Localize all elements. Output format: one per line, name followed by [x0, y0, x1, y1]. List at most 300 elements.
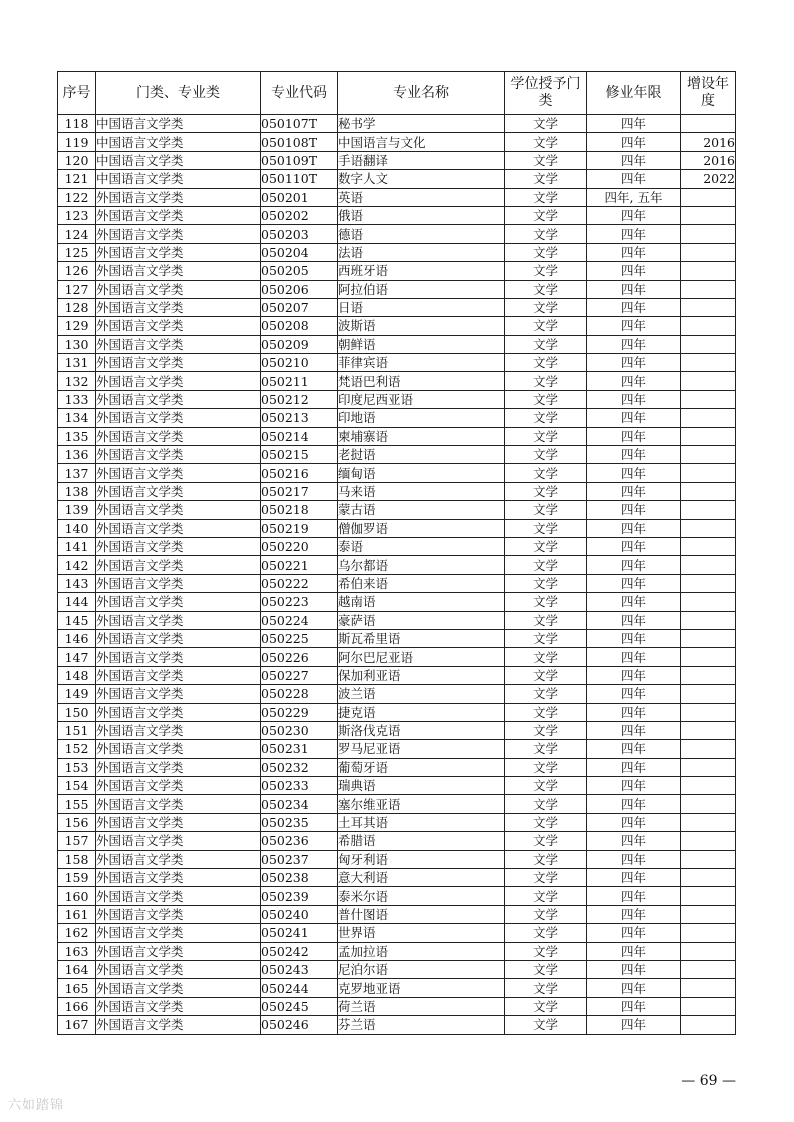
table-row	[58, 942, 736, 960]
cell-category: 外国语言文学类	[96, 262, 261, 280]
cell-index: 155	[58, 795, 96, 813]
cell-name: 手语翻译	[338, 151, 505, 169]
cell-years: 四年	[587, 593, 681, 611]
table-row	[58, 427, 736, 445]
cell-name: 印地语	[338, 409, 505, 427]
cell-code: 050243	[261, 960, 338, 978]
cell-index: 144	[58, 593, 96, 611]
table-row	[58, 850, 736, 868]
cell-years: 四年	[587, 777, 681, 795]
table-row	[58, 795, 736, 813]
cell-index: 143	[58, 574, 96, 592]
cell-code: 050213	[261, 409, 338, 427]
table-row	[58, 997, 736, 1015]
cell-added	[681, 1016, 736, 1034]
table-row	[58, 721, 736, 739]
cell-code: 050220	[261, 537, 338, 555]
cell-added: 2022	[681, 170, 736, 188]
cell-code: 050245	[261, 997, 338, 1015]
cell-category: 外国语言文学类	[96, 685, 261, 703]
cell-name: 老挝语	[338, 446, 505, 464]
cell-years: 四年	[587, 464, 681, 482]
cell-years: 四年	[587, 206, 681, 224]
cell-name: 数字人文	[338, 170, 505, 188]
cell-name: 普什图语	[338, 905, 505, 923]
cell-added	[681, 666, 736, 684]
cell-years: 四年, 五年	[587, 188, 681, 206]
header-added: 增设年度	[681, 72, 736, 115]
cell-index: 127	[58, 280, 96, 298]
cell-added	[681, 869, 736, 887]
cell-added	[681, 354, 736, 372]
cell-index: 136	[58, 446, 96, 464]
cell-name: 僧伽罗语	[338, 519, 505, 537]
cell-name: 梵语巴利语	[338, 372, 505, 390]
cell-name: 斯瓦希里语	[338, 629, 505, 647]
cell-code: 050109T	[261, 151, 338, 169]
cell-index: 163	[58, 942, 96, 960]
cell-years: 四年	[587, 243, 681, 261]
cell-category: 外国语言文学类	[96, 501, 261, 519]
cell-added	[681, 206, 736, 224]
watermark: 六如踏锦	[8, 1098, 65, 1113]
cell-code: 050233	[261, 777, 338, 795]
table-row	[58, 464, 736, 482]
table-row	[58, 703, 736, 721]
cell-name: 秘书学	[338, 115, 505, 133]
cell-degree: 文学	[505, 960, 587, 978]
cell-category: 外国语言文学类	[96, 427, 261, 445]
cell-category: 中国语言文学类	[96, 151, 261, 169]
cell-index: 166	[58, 997, 96, 1015]
cell-years: 四年	[587, 151, 681, 169]
table-row	[58, 409, 736, 427]
cell-degree: 文学	[505, 427, 587, 445]
table-row	[58, 1016, 736, 1034]
cell-code: 050108T	[261, 133, 338, 151]
table-row	[58, 133, 736, 151]
cell-added	[681, 243, 736, 261]
cell-added	[681, 997, 736, 1015]
cell-added	[681, 611, 736, 629]
cell-name: 中国语言与文化	[338, 133, 505, 151]
cell-name: 马来语	[338, 482, 505, 500]
cell-years: 四年	[587, 372, 681, 390]
cell-index: 151	[58, 721, 96, 739]
cell-years: 四年	[587, 997, 681, 1015]
cell-index: 148	[58, 666, 96, 684]
cell-code: 050207	[261, 298, 338, 316]
cell-category: 外国语言文学类	[96, 519, 261, 537]
cell-category: 外国语言文学类	[96, 1016, 261, 1034]
cell-degree: 文学	[505, 151, 587, 169]
table-row	[58, 390, 736, 408]
cell-years: 四年	[587, 721, 681, 739]
table-row	[58, 206, 736, 224]
cell-category: 外国语言文学类	[96, 850, 261, 868]
cell-index: 165	[58, 979, 96, 997]
cell-added	[681, 905, 736, 923]
cell-category: 外国语言文学类	[96, 409, 261, 427]
cell-index: 150	[58, 703, 96, 721]
cell-code: 050224	[261, 611, 338, 629]
cell-degree: 文学	[505, 648, 587, 666]
cell-degree: 文学	[505, 832, 587, 850]
table-row	[58, 869, 736, 887]
cell-code: 050227	[261, 666, 338, 684]
cell-category: 外国语言文学类	[96, 611, 261, 629]
cell-added	[681, 942, 736, 960]
cell-index: 159	[58, 869, 96, 887]
table-row	[58, 170, 736, 188]
cell-category: 外国语言文学类	[96, 777, 261, 795]
cell-years: 四年	[587, 170, 681, 188]
cell-category: 外国语言文学类	[96, 390, 261, 408]
table-row	[58, 924, 736, 942]
cell-added	[681, 887, 736, 905]
cell-name: 希伯来语	[338, 574, 505, 592]
majors-table	[57, 71, 736, 1035]
cell-added	[681, 501, 736, 519]
table-row	[58, 905, 736, 923]
cell-category: 外国语言文学类	[96, 832, 261, 850]
cell-index: 164	[58, 960, 96, 978]
cell-code: 050217	[261, 482, 338, 500]
cell-degree: 文学	[505, 262, 587, 280]
cell-index: 160	[58, 887, 96, 905]
cell-added	[681, 537, 736, 555]
cell-degree: 文学	[505, 924, 587, 942]
cell-years: 四年	[587, 1016, 681, 1034]
cell-years: 四年	[587, 501, 681, 519]
cell-name: 希腊语	[338, 832, 505, 850]
cell-years: 四年	[587, 556, 681, 574]
cell-added	[681, 482, 736, 500]
cell-degree: 文学	[505, 170, 587, 188]
cell-years: 四年	[587, 979, 681, 997]
cell-years: 四年	[587, 537, 681, 555]
cell-category: 外国语言文学类	[96, 648, 261, 666]
cell-years: 四年	[587, 832, 681, 850]
table-header	[58, 72, 736, 115]
cell-code: 050204	[261, 243, 338, 261]
cell-added	[681, 225, 736, 243]
cell-name: 斯洛伐克语	[338, 721, 505, 739]
cell-years: 四年	[587, 740, 681, 758]
cell-name: 世界语	[338, 924, 505, 942]
cell-category: 外国语言文学类	[96, 280, 261, 298]
cell-index: 154	[58, 777, 96, 795]
cell-code: 050218	[261, 501, 338, 519]
cell-index: 125	[58, 243, 96, 261]
cell-category: 外国语言文学类	[96, 372, 261, 390]
cell-index: 129	[58, 317, 96, 335]
cell-degree: 文学	[505, 225, 587, 243]
cell-name: 法语	[338, 243, 505, 261]
cell-code: 050110T	[261, 170, 338, 188]
cell-code: 050240	[261, 905, 338, 923]
cell-category: 外国语言文学类	[96, 335, 261, 353]
cell-code: 050225	[261, 629, 338, 647]
cell-degree: 文学	[505, 629, 587, 647]
table-row	[58, 354, 736, 372]
cell-degree: 文学	[505, 335, 587, 353]
cell-years: 四年	[587, 133, 681, 151]
cell-code: 050216	[261, 464, 338, 482]
cell-degree: 文学	[505, 869, 587, 887]
cell-added	[681, 832, 736, 850]
table-row	[58, 685, 736, 703]
cell-category: 外国语言文学类	[96, 924, 261, 942]
table-row	[58, 832, 736, 850]
cell-name: 保加利亚语	[338, 666, 505, 684]
cell-degree: 文学	[505, 611, 587, 629]
cell-name: 乌尔都语	[338, 556, 505, 574]
cell-code: 050234	[261, 795, 338, 813]
cell-years: 四年	[587, 905, 681, 923]
cell-name: 塞尔维亚语	[338, 795, 505, 813]
cell-years: 四年	[587, 262, 681, 280]
table-row	[58, 758, 736, 776]
cell-index: 146	[58, 629, 96, 647]
cell-name: 柬埔寨语	[338, 427, 505, 445]
cell-years: 四年	[587, 519, 681, 537]
cell-name: 葡萄牙语	[338, 758, 505, 776]
cell-degree: 文学	[505, 703, 587, 721]
cell-name: 意大利语	[338, 869, 505, 887]
cell-index: 121	[58, 170, 96, 188]
cell-degree: 文学	[505, 685, 587, 703]
cell-category: 外国语言文学类	[96, 537, 261, 555]
cell-degree: 文学	[505, 188, 587, 206]
cell-added	[681, 519, 736, 537]
cell-index: 139	[58, 501, 96, 519]
table-row	[58, 188, 736, 206]
table-row	[58, 446, 736, 464]
cell-name: 克罗地亚语	[338, 979, 505, 997]
cell-added	[681, 593, 736, 611]
cell-code: 050239	[261, 887, 338, 905]
cell-index: 157	[58, 832, 96, 850]
table-row	[58, 979, 736, 997]
cell-degree: 文学	[505, 997, 587, 1015]
cell-code: 050221	[261, 556, 338, 574]
cell-code: 050246	[261, 1016, 338, 1034]
page-number: — 69 —	[681, 1073, 736, 1089]
cell-name: 日语	[338, 298, 505, 316]
cell-code: 050212	[261, 390, 338, 408]
cell-index: 131	[58, 354, 96, 372]
table-row	[58, 537, 736, 555]
table-row	[58, 280, 736, 298]
cell-index: 126	[58, 262, 96, 280]
cell-code: 050201	[261, 188, 338, 206]
cell-years: 四年	[587, 427, 681, 445]
cell-degree: 文学	[505, 537, 587, 555]
cell-category: 外国语言文学类	[96, 446, 261, 464]
cell-index: 123	[58, 206, 96, 224]
table-row	[58, 501, 736, 519]
table-body	[58, 115, 736, 1035]
cell-category: 外国语言文学类	[96, 942, 261, 960]
table-row	[58, 960, 736, 978]
cell-category: 外国语言文学类	[96, 354, 261, 372]
table-row	[58, 317, 736, 335]
cell-degree: 文学	[505, 942, 587, 960]
cell-added	[681, 795, 736, 813]
cell-degree: 文学	[505, 905, 587, 923]
cell-years: 四年	[587, 685, 681, 703]
cell-name: 菲律宾语	[338, 354, 505, 372]
cell-category: 外国语言文学类	[96, 813, 261, 831]
cell-index: 118	[58, 115, 96, 133]
cell-years: 四年	[587, 703, 681, 721]
cell-index: 145	[58, 611, 96, 629]
cell-index: 124	[58, 225, 96, 243]
cell-degree: 文学	[505, 446, 587, 464]
cell-degree: 文学	[505, 354, 587, 372]
cell-code: 050209	[261, 335, 338, 353]
cell-code: 050235	[261, 813, 338, 831]
header-code: 专业代码	[261, 72, 338, 115]
cell-name: 瑞典语	[338, 777, 505, 795]
cell-code: 050219	[261, 519, 338, 537]
cell-code: 050205	[261, 262, 338, 280]
cell-added	[681, 280, 736, 298]
cell-index: 140	[58, 519, 96, 537]
cell-name: 尼泊尔语	[338, 960, 505, 978]
cell-added	[681, 850, 736, 868]
cell-degree: 文学	[505, 721, 587, 739]
table-row	[58, 740, 736, 758]
cell-years: 四年	[587, 813, 681, 831]
table-row	[58, 482, 736, 500]
header-name: 专业名称	[338, 72, 505, 115]
cell-category: 外国语言文学类	[96, 574, 261, 592]
cell-index: 130	[58, 335, 96, 353]
cell-code: 050236	[261, 832, 338, 850]
cell-code: 050226	[261, 648, 338, 666]
cell-degree: 文学	[505, 979, 587, 997]
cell-degree: 文学	[505, 666, 587, 684]
cell-years: 四年	[587, 354, 681, 372]
table-row	[58, 611, 736, 629]
cell-name: 罗马尼亚语	[338, 740, 505, 758]
cell-added	[681, 427, 736, 445]
cell-degree: 文学	[505, 813, 587, 831]
cell-category: 外国语言文学类	[96, 997, 261, 1015]
cell-name: 缅甸语	[338, 464, 505, 482]
cell-category: 外国语言文学类	[96, 703, 261, 721]
cell-index: 133	[58, 390, 96, 408]
table-row	[58, 115, 736, 133]
cell-code: 050211	[261, 372, 338, 390]
cell-degree: 文学	[505, 317, 587, 335]
cell-name: 波斯语	[338, 317, 505, 335]
cell-index: 142	[58, 556, 96, 574]
cell-category: 中国语言文学类	[96, 170, 261, 188]
header-category: 门类、专业类	[96, 72, 261, 115]
cell-index: 135	[58, 427, 96, 445]
cell-category: 外国语言文学类	[96, 556, 261, 574]
cell-category: 外国语言文学类	[96, 666, 261, 684]
table-row	[58, 151, 736, 169]
cell-code: 050238	[261, 869, 338, 887]
cell-years: 四年	[587, 115, 681, 133]
table-row	[58, 574, 736, 592]
cell-code: 050206	[261, 280, 338, 298]
cell-code: 050244	[261, 979, 338, 997]
cell-code: 050242	[261, 942, 338, 960]
cell-code: 050229	[261, 703, 338, 721]
cell-category: 中国语言文学类	[96, 115, 261, 133]
cell-added	[681, 409, 736, 427]
cell-years: 四年	[587, 225, 681, 243]
cell-added: 2016	[681, 133, 736, 151]
cell-name: 德语	[338, 225, 505, 243]
cell-index: 153	[58, 758, 96, 776]
header-index: 序号	[58, 72, 96, 115]
cell-degree: 文学	[505, 740, 587, 758]
cell-index: 147	[58, 648, 96, 666]
cell-name: 越南语	[338, 593, 505, 611]
cell-category: 外国语言文学类	[96, 960, 261, 978]
cell-years: 四年	[587, 887, 681, 905]
cell-degree: 文学	[505, 777, 587, 795]
cell-code: 050210	[261, 354, 338, 372]
cell-years: 四年	[587, 960, 681, 978]
cell-degree: 文学	[505, 850, 587, 868]
cell-degree: 文学	[505, 243, 587, 261]
table-row	[58, 593, 736, 611]
cell-index: 156	[58, 813, 96, 831]
cell-code: 050237	[261, 850, 338, 868]
cell-code: 050232	[261, 758, 338, 776]
cell-code: 050215	[261, 446, 338, 464]
cell-index: 162	[58, 924, 96, 942]
cell-name: 孟加拉语	[338, 942, 505, 960]
cell-code: 050230	[261, 721, 338, 739]
cell-category: 外国语言文学类	[96, 188, 261, 206]
cell-years: 四年	[587, 850, 681, 868]
header-years: 修业年限	[587, 72, 681, 115]
table-row	[58, 813, 736, 831]
cell-degree: 文学	[505, 390, 587, 408]
cell-code: 050202	[261, 206, 338, 224]
table-row	[58, 887, 736, 905]
cell-added	[681, 648, 736, 666]
cell-added	[681, 390, 736, 408]
cell-index: 158	[58, 850, 96, 868]
cell-code: 050214	[261, 427, 338, 445]
cell-category: 外国语言文学类	[96, 298, 261, 316]
cell-name: 土耳其语	[338, 813, 505, 831]
cell-name: 荷兰语	[338, 997, 505, 1015]
cell-years: 四年	[587, 666, 681, 684]
cell-added	[681, 629, 736, 647]
cell-degree: 文学	[505, 501, 587, 519]
cell-degree: 文学	[505, 556, 587, 574]
cell-index: 149	[58, 685, 96, 703]
cell-index: 122	[58, 188, 96, 206]
cell-degree: 文学	[505, 887, 587, 905]
cell-years: 四年	[587, 611, 681, 629]
cell-code: 050203	[261, 225, 338, 243]
cell-category: 外国语言文学类	[96, 740, 261, 758]
cell-category: 外国语言文学类	[96, 243, 261, 261]
cell-category: 外国语言文学类	[96, 225, 261, 243]
cell-added	[681, 262, 736, 280]
